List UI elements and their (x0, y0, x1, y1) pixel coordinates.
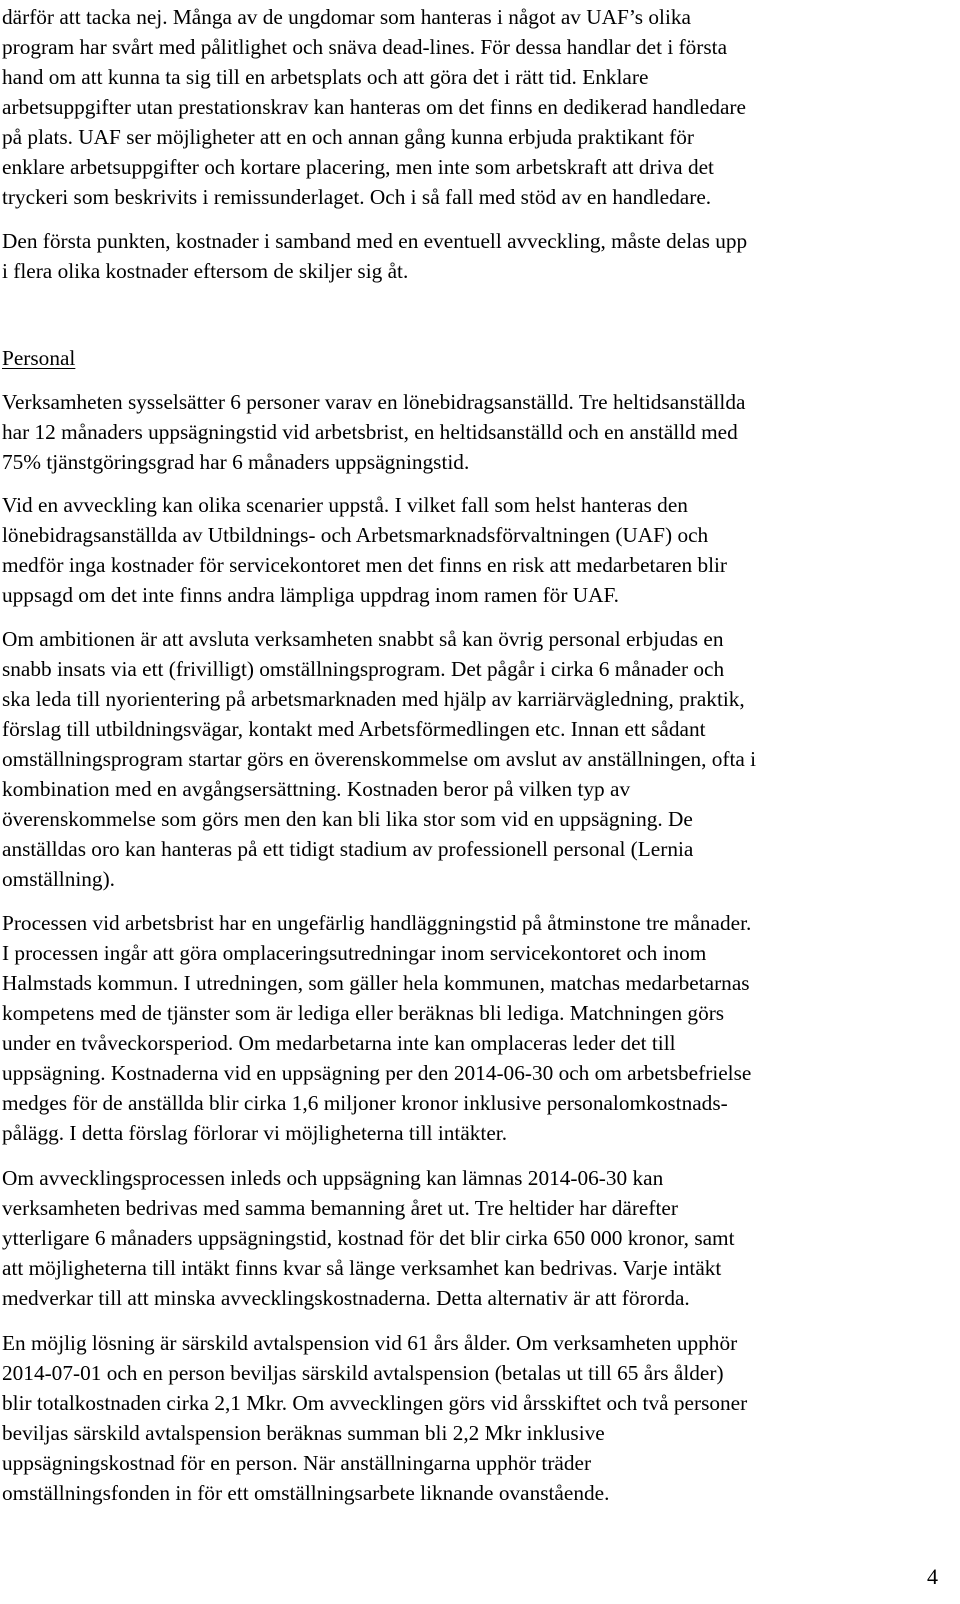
body-text-line: ska leda till nyorientering på arbetsmarknaden med hjälp av karriärvägledning, praktik, (2, 687, 745, 711)
body-text-line: En möjlig lösning är särskild avtalspension vid 61 års ålder. Om verksamheten upphör (2, 1331, 738, 1355)
body-text-line: medverkar till att minska avvecklingskostnaderna. Detta alternativ är att förorda. (2, 1286, 690, 1310)
body-text-line: medges för de anställda blir cirka 1,6 miljoner kronor inklusive personalomkostnads- (2, 1091, 728, 1115)
body-text-line: blir totalkostnaden cirka 2,1 Mkr. Om avvecklingen görs vid årsskiftet och två personer (2, 1391, 748, 1415)
body-text-line: omställningsprogram startar görs en överenskommelse om avslut av anställningen, ofta i (2, 747, 757, 771)
body-text-line: hand om att kunna ta sig till en arbetsplats och att göra det i rätt tid. Enklare (2, 65, 649, 89)
body-text-line: anställdas oro kan hanteras på ett tidigt stadium av professionell personal (Lernia (2, 837, 694, 861)
section-heading-personal: Personal (2, 346, 76, 370)
body-text-line: 75% tjänstgöringsgrad har 6 månaders uppsägningstid. (2, 450, 470, 474)
body-text-line: 2014-07-01 och en person beviljas särskild avtalspension (betalas ut till 65 års ålder) (2, 1361, 724, 1385)
body-text-line: uppsägningskostnad för en person. När anställningarna upphör träder (2, 1451, 592, 1475)
body-text-line: program har svårt med pålitlighet och snäva dead-lines. För dessa handlar det i första (2, 35, 728, 59)
body-text-line: enklare arbetsuppgifter och kortare placering, men inte som arbetskraft att driva det (2, 155, 714, 179)
body-text-line: att möjligheterna till intäkt finns kvar så länge verksamhet kan bedrivas. Varje intäkt (2, 1256, 722, 1280)
body-text-line: Om ambitionen är att avsluta verksamheten snabbt så kan övrig personal erbjudas en (2, 627, 724, 651)
body-text-line: ytterligare 6 månaders uppsägningstid, kostnad för det blir cirka 650 000 kronor, samt (2, 1226, 735, 1250)
body-text-line: uppsagd om det inte finns andra lämpliga uppdrag inom ramen för UAF. (2, 583, 619, 607)
body-text-line: pålägg. I detta förslag förlorar vi möjligheterna till intäkter. (2, 1121, 508, 1145)
body-text-line: lönebidragsanställda av Utbildnings- och Arbetsmarknadsförvaltningen (UAF) och (2, 523, 709, 547)
body-text-line: i flera olika kostnader eftersom de skiljer sig åt. (2, 259, 409, 283)
body-text-line: därför att tacka nej. Många av de ungdomar som hanteras i något av UAF’s olika (2, 5, 691, 29)
body-text-line: kombination med en avgångsersättning. Kostnaden beror på vilken typ av (2, 777, 631, 801)
body-text-line: I processen ingår att göra omplaceringsutredningar inom servicekontoret och inom (2, 941, 707, 965)
body-text-line: Verksamheten sysselsätter 6 personer varav en lönebidragsanställd. Tre heltidsanställda (2, 390, 746, 414)
body-text-line: Halmstads kommun. I utredningen, som gäller hela kommunen, matchas medarbetarnas (2, 971, 750, 995)
body-text-line: Vid en avveckling kan olika scenarier uppstå. I vilket fall som helst hanteras den (2, 493, 688, 517)
body-text-line: under en tvåveckorsperiod. Om medarbetarna inte kan omplaceras leder det till (2, 1031, 676, 1055)
body-text-line: överenskommelse som görs men den kan bli lika stor som vid en uppsägning. De (2, 807, 693, 831)
page-number: 4 (927, 1564, 938, 1589)
body-text-line: medför inga kostnader för servicekontoret men det finns en risk att medarbetaren blir (2, 553, 728, 577)
body-text-line: kompetens med de tjänster som är lediga eller beräknas bli lediga. Matchningen görs (2, 1001, 725, 1025)
body-text-line: beviljas särskild avtalspension beräknas summan bli 2,2 Mkr inklusive (2, 1421, 605, 1445)
body-text-line: omställning). (2, 867, 115, 891)
body-text-line: förslag till utbildningsvägar, kontakt med Arbetsförmedlingen etc. Innan ett sådant (2, 717, 706, 741)
body-text-line: omställningsfonden in för ett omställningsarbete liknande ovanstående. (2, 1481, 610, 1505)
body-text-line: verksamheten bedrivas med samma bemanning året ut. Tre heltider har därefter (2, 1196, 678, 1220)
body-text-line: Den första punkten, kostnader i samband med en eventuell avveckling, måste delas upp (2, 229, 748, 253)
body-text-line: har 12 månaders uppsägningstid vid arbetsbrist, en heltidsanställd och en anställd med (2, 420, 738, 444)
body-text-line: tryckeri som beskrivits i remissunderlaget. Och i så fall med stöd av en handledare. (2, 185, 712, 209)
body-text-line: arbetsuppgifter utan prestationskrav kan hanteras om det finns en dedikerad handledare (2, 95, 746, 119)
body-text-line: på plats. UAF ser möjligheter att en och annan gång kunna erbjuda praktikant för (2, 125, 694, 149)
body-text-line: Om avvecklingsprocessen inleds och uppsägning kan lämnas 2014-06-30 kan (2, 1166, 664, 1190)
body-text-line: snabb insats via ett (frivilligt) omställningsprogram. Det pågår i cirka 6 månader och (2, 657, 725, 681)
body-text-line: uppsägning. Kostnaderna vid en uppsägning per den 2014-06-30 och om arbetsbefrielse (2, 1061, 752, 1085)
body-text-line: Processen vid arbetsbrist har en ungefärlig handläggningstid på åtminstone tre månader. (2, 911, 752, 935)
